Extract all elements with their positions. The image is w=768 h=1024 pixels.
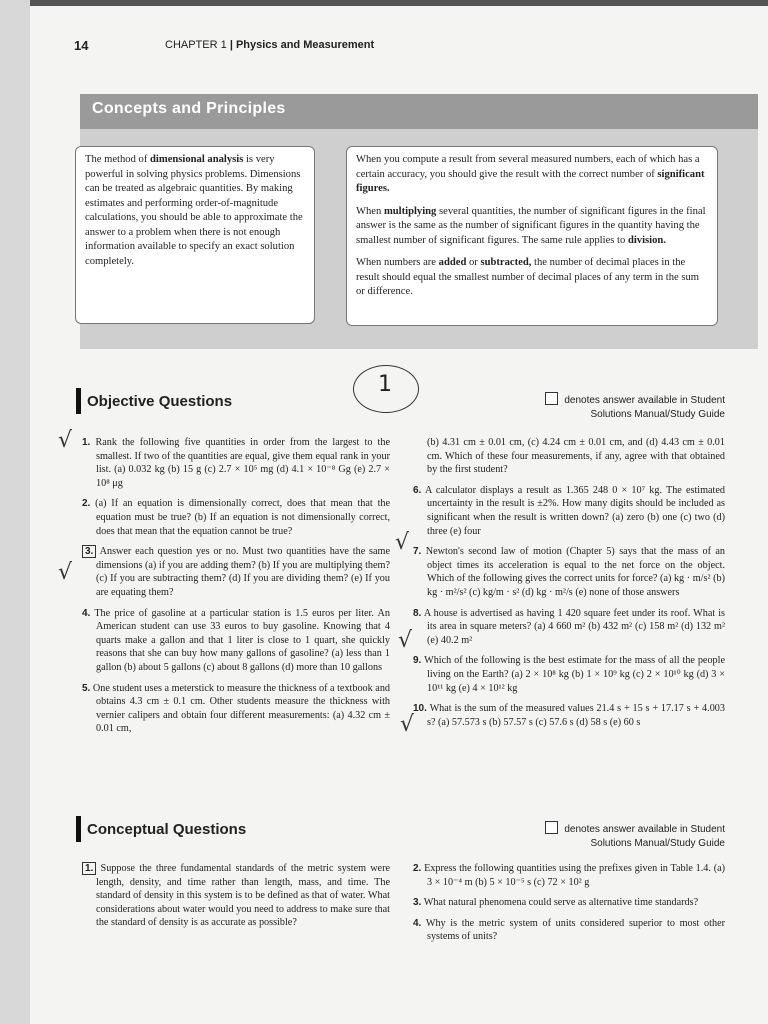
question-text: A house is advertised as having 1 420 square feet under its roof. What is its area in square meters? (a) 4 660 m² (b) 432 m² (c) 158 m² (d) 132 m² (e) 40.2 m²: [423, 607, 725, 646]
page-number: 14: [74, 38, 89, 53]
question-item: [413, 484, 725, 538]
heading-bar: [76, 388, 81, 414]
question-number: 1.: [82, 437, 91, 448]
concept-box-dimensional-analysis: [75, 146, 315, 324]
bold-term: division.: [627, 234, 666, 246]
chapter-title: Physics and Measurement: [235, 39, 375, 51]
question-item: [82, 862, 390, 930]
text-run: several quantities, the number of significant figures in the final answer is the same as the number of significant figures in the quantity having the smallest number of significant figures. The same rule applies to: [356, 205, 706, 246]
question-text: (b) 4.31 cm ± 0.01 cm, (c) 4.24 cm ± 0.01 cm, and (d) 4.43 cm ± 0.01 cm. Which of these four measurements, if any, agree with that obtained by the first student?: [427, 437, 725, 476]
question-text: Which of the following is the best estimate for the mass of all the people living on the Earth? (a) 2 × 10⁸ kg (b) 1 × 10⁹ kg (c) 2 × 10¹⁰ kg (d) 3 × 10¹¹ kg (e) 4 × 10¹² kg: [424, 655, 725, 694]
question-text: Answer each question yes or no. Must two quantities have the same dimensions (a) if you are adding them? (b) If you are multiplying them? (c) If you are subtracting them? (d) If you are dividing them? (e) If you are equating them?: [96, 546, 390, 598]
objective-questions-title: Objective Questions: [87, 392, 233, 410]
text-run: or: [466, 257, 481, 268]
text-run: When numbers are: [356, 257, 439, 268]
question-number: 1.: [82, 862, 96, 875]
handwritten-checkmark: √: [395, 530, 410, 555]
text-run: When you compute a result from several measured numbers, each of which has a certain accuracy, you should give the result with the correct number of: [356, 154, 700, 180]
question-text: (a) If an equation is dimensionally correct, does that mean that the equation must be true? (b) If an equation is not dimensionally correct, does that mean that the equation cannot be true?: [95, 498, 391, 537]
handwritten-checkmark: √: [398, 628, 413, 653]
question-item: [82, 607, 390, 675]
handwritten-checkmark: √: [400, 712, 415, 737]
concept-box-significant-figures: [346, 146, 718, 326]
conceptual-legend: [525, 821, 725, 851]
question-item: [413, 545, 725, 599]
legend-square-icon: [545, 392, 558, 405]
question-text: A calculator displays a result as 1.365 248 0 × 10⁷ kg. The estimated uncertainty in the result is ±2%. How many digits should be included as significant when the result is written down? (a) zero (b) one (c) two (d) three (e) four: [424, 484, 726, 537]
objective-legend-text: denotes answer available in Student Solutions Manual/Study Guide: [564, 395, 725, 420]
objective-questions-heading: [76, 388, 232, 414]
question-text: What natural phenomena could serve as alternative time standards?: [423, 897, 699, 909]
question-item: [413, 654, 725, 695]
heading-bar: [76, 816, 81, 842]
conceptual-questions-heading: [76, 816, 246, 842]
objective-questions-left-column: [82, 436, 390, 743]
question-text: Newton's second law of motion (Chapter 5) says that the mass of an object times its acceleration is equal to the net force on the object. Which of the following gives the correct units for force? (a) kg · m/s² (b) kg · m²/s² (c) kg/m · s² (d) kg · m²/s (e) none of those answers: [425, 546, 726, 598]
question-item: [413, 896, 725, 910]
question-text: The price of gasoline at a particular station is 1.5 euros per liter. An American student can use 33 euros to buy gasoline. Knowing that 4 quarts make a gallon and that 1 liter is close to 1 quart, she quickly reasons that she can buy how many gallons of gasoline? (a) less than 1 gallon (b) about 5 gallons (c) about 8 gallons (d) more than 10 gallons: [94, 607, 390, 673]
textbook-page: [30, 0, 768, 1024]
conceptual-questions-title: Conceptual Questions: [87, 820, 247, 838]
question-item: [82, 497, 390, 538]
bold-term: added: [438, 257, 467, 268]
handwritten-number: 1: [378, 372, 392, 397]
concept-paragraph: [356, 205, 708, 249]
concept-paragraph: [356, 153, 708, 197]
handwritten-checkmark: √: [58, 428, 73, 453]
question-item: [413, 607, 725, 648]
question-item: [413, 702, 725, 729]
bold-term: multiplying: [383, 205, 437, 217]
page-top-rule: [30, 0, 768, 6]
concept-paragraph: [356, 256, 708, 300]
bold-term: dimensional analysis: [150, 154, 244, 165]
text-run: When: [356, 205, 384, 217]
question-text: Rank the following five quantities in order from the largest to the smallest. If two of the quantities are equal, give them equal rank in your list. (a) 0.032 kg (b) 15 g (c) 2.7 × 10⁵ mg (d) 4.1 × 10⁻⁸ Gg (e) 2.7 × 10⁸ μg: [95, 437, 390, 489]
question-number: 4.: [82, 607, 91, 619]
conceptual-questions-left-column: [82, 862, 390, 937]
question-item: [413, 862, 725, 889]
question-text: Express the following quantities using the prefixes given in Table 1.4. (a) 3 × 10⁻⁴ m (b) 5 × 10⁻⁵ s (c) 72 × 10² g: [424, 863, 725, 888]
conceptual-legend-text: denotes answer available in Student Solutions Manual/Study Guide: [564, 824, 725, 849]
question-text: One student uses a meterstick to measure the thickness of a textbook and obtains 4.3 cm ± 0.1 cm. Other students measure the thickness with vernier calipers and obtain four different measurements: (a) 4.32 cm ± 0.01 cm,: [92, 682, 391, 735]
question-number: 6.: [413, 484, 422, 496]
question-item: [82, 436, 390, 490]
chapter-label: CHAPTER 1: [165, 39, 227, 51]
bold-term: significant figures.: [356, 168, 705, 194]
question-text: What is the sum of the measured values 21.4 s + 15 s + 17.17 s + 4.003 s? (a) 57.573 s (b) 57.57 s (c) 57.6 s (d) 58 s (e) 60 s: [427, 703, 725, 728]
text-run: is very powerful in solving physics problems. Dimensions can be treated as algebraic quantities. By making estimates and performing order-of-magnitude calculations, you should be able to approximate the answer to a problem when there is not enough information available to specify an exact solution completely.: [85, 154, 303, 267]
question-number: 5.: [82, 682, 91, 694]
question-number: 3.: [82, 545, 96, 558]
question-number: 7.: [413, 546, 422, 558]
conceptual-questions-right-column: [413, 862, 725, 951]
question-item: [82, 545, 390, 599]
running-header: [165, 39, 374, 51]
text-run: the number of decimal places in the result should equal the smallest number of decimal places of any term in the sum or difference.: [356, 257, 700, 297]
question-text: Suppose the three fundamental standards of the metric system were length, density, and time rather than length, mass, and time. The standard of density in this system is to be defined as that of water. What considerations about water would you need to address to make sure that the standard of density is as accurate as possible?: [96, 863, 390, 929]
question-item: [82, 682, 390, 736]
legend-square-icon: [545, 821, 558, 834]
concepts-title: Concepts and Principles: [92, 100, 286, 117]
question-number: 8.: [413, 607, 422, 619]
question-text: Why is the metric system of units considered superior to most other systems of units?: [425, 917, 725, 943]
question-number: 2.: [82, 498, 91, 510]
question-number: 3.: [413, 897, 422, 909]
text-run: The method of: [85, 154, 151, 165]
header-separator: |: [229, 39, 233, 51]
handwritten-checkmark: √: [58, 560, 73, 585]
question-number: 2.: [413, 863, 422, 874]
bold-term: subtracted,: [480, 257, 532, 268]
objective-questions-right-column: [413, 436, 725, 736]
question-number: 4.: [413, 917, 422, 929]
question-item: [413, 917, 725, 944]
objective-legend: [525, 392, 725, 422]
question-number: 10.: [413, 703, 427, 715]
question-number: 9.: [413, 655, 422, 667]
concept-paragraph: [85, 153, 305, 269]
question-item: [413, 436, 725, 477]
